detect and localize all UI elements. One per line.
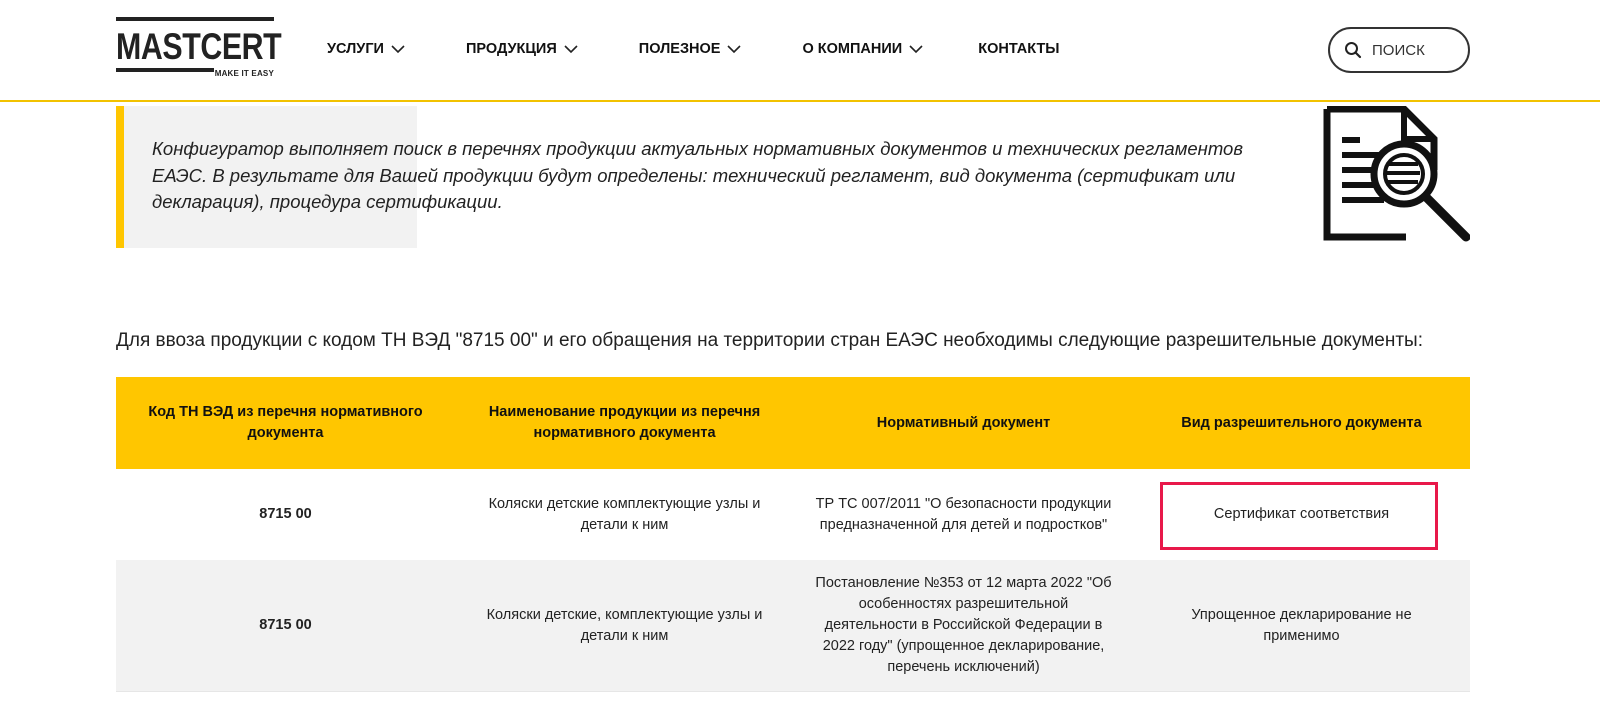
table-row [116, 469, 1470, 560]
column-header-regulation: Нормативный документ [876, 414, 1051, 431]
cell-product: Коляски детские комплектующие узлы и детали к ним [488, 495, 761, 533]
logo-bottom-bar [116, 68, 214, 72]
info-accent-bar [116, 106, 124, 248]
table-header [116, 377, 1470, 469]
cell-regulation: Постановление №353 от 12 марта 2022 "Об особенностях разрешительной деятельности в Российской Федерации в 2022 году" (упрощенное декларирование, перечень исключений) [815, 575, 1112, 675]
column-header-code: Код ТН ВЭД из перечня нормативного документа [148, 404, 423, 441]
logo-text: MASTCERT [116, 26, 282, 67]
table-row [116, 560, 1470, 692]
main-nav [327, 38, 1060, 60]
highlight-box [1160, 482, 1438, 550]
nav-item-label: КОНТАКТЫ [978, 41, 1060, 57]
document-search-icon [1322, 106, 1470, 242]
logo-top-bar [116, 17, 274, 21]
nav-item-useful[interactable] [639, 38, 743, 60]
cell-code: 8715 00 [259, 506, 312, 522]
nav-item-label: УСЛУГИ [327, 41, 384, 57]
nav-item-services[interactable] [327, 38, 406, 60]
logo-tagline: MAKE IT EASY [214, 69, 274, 78]
cell-code: 8715 00 [259, 617, 312, 633]
permit-documents-table [116, 377, 1470, 692]
column-header-permit: Вид разрешительного документа [1181, 414, 1422, 431]
nav-item-products[interactable] [466, 38, 579, 60]
nav-item-about[interactable] [802, 38, 924, 60]
logo[interactable] [116, 17, 282, 79]
search-icon[interactable] [1344, 41, 1362, 59]
configurator-description: Конфигуратор выполняет поиск в перечнях продукции актуальных нормативных документов и технических регламентов ЕАЭС. В результате для Вашей продукции будут определены: технический регламент, вид документа (сертификат или декларация), процедура сертификации. [152, 138, 1244, 212]
search-box[interactable] [1328, 27, 1470, 73]
cell-regulation: ТР ТС 007/2011 "О безопасности продукции предназначенной для детей и подростков" [815, 495, 1112, 533]
cell-product: Коляски детские, комплектующие узлы и детали к ним [486, 606, 763, 644]
chevron-down-icon [908, 43, 924, 55]
permit-documents-intro: Для ввоза продукции с кодом ТН ВЭД "8715 00" и его обращения на территории стран ЕАЭС необходимы следующие разрешительные документы: [116, 330, 1423, 351]
nav-item-contacts[interactable] [978, 38, 1059, 60]
chevron-down-icon [563, 43, 579, 55]
site-header [0, 0, 1600, 102]
nav-item-label: ПОЛЕЗНОЕ [638, 41, 721, 57]
cell-permit [1133, 469, 1470, 560]
chevron-down-icon [390, 43, 406, 55]
column-header-product: Наименование продукции из перечня нормативного документа [488, 404, 761, 441]
chevron-down-icon [726, 43, 742, 55]
nav-item-label: О КОМПАНИИ [802, 41, 903, 57]
nav-item-label: ПРОДУКЦИЯ [465, 41, 557, 57]
cell-permit: Упрощенное декларирование не применимо [1191, 606, 1412, 644]
search-input[interactable] [1372, 42, 1452, 59]
cell-permit-text: Сертификат соответствия [1213, 506, 1390, 522]
